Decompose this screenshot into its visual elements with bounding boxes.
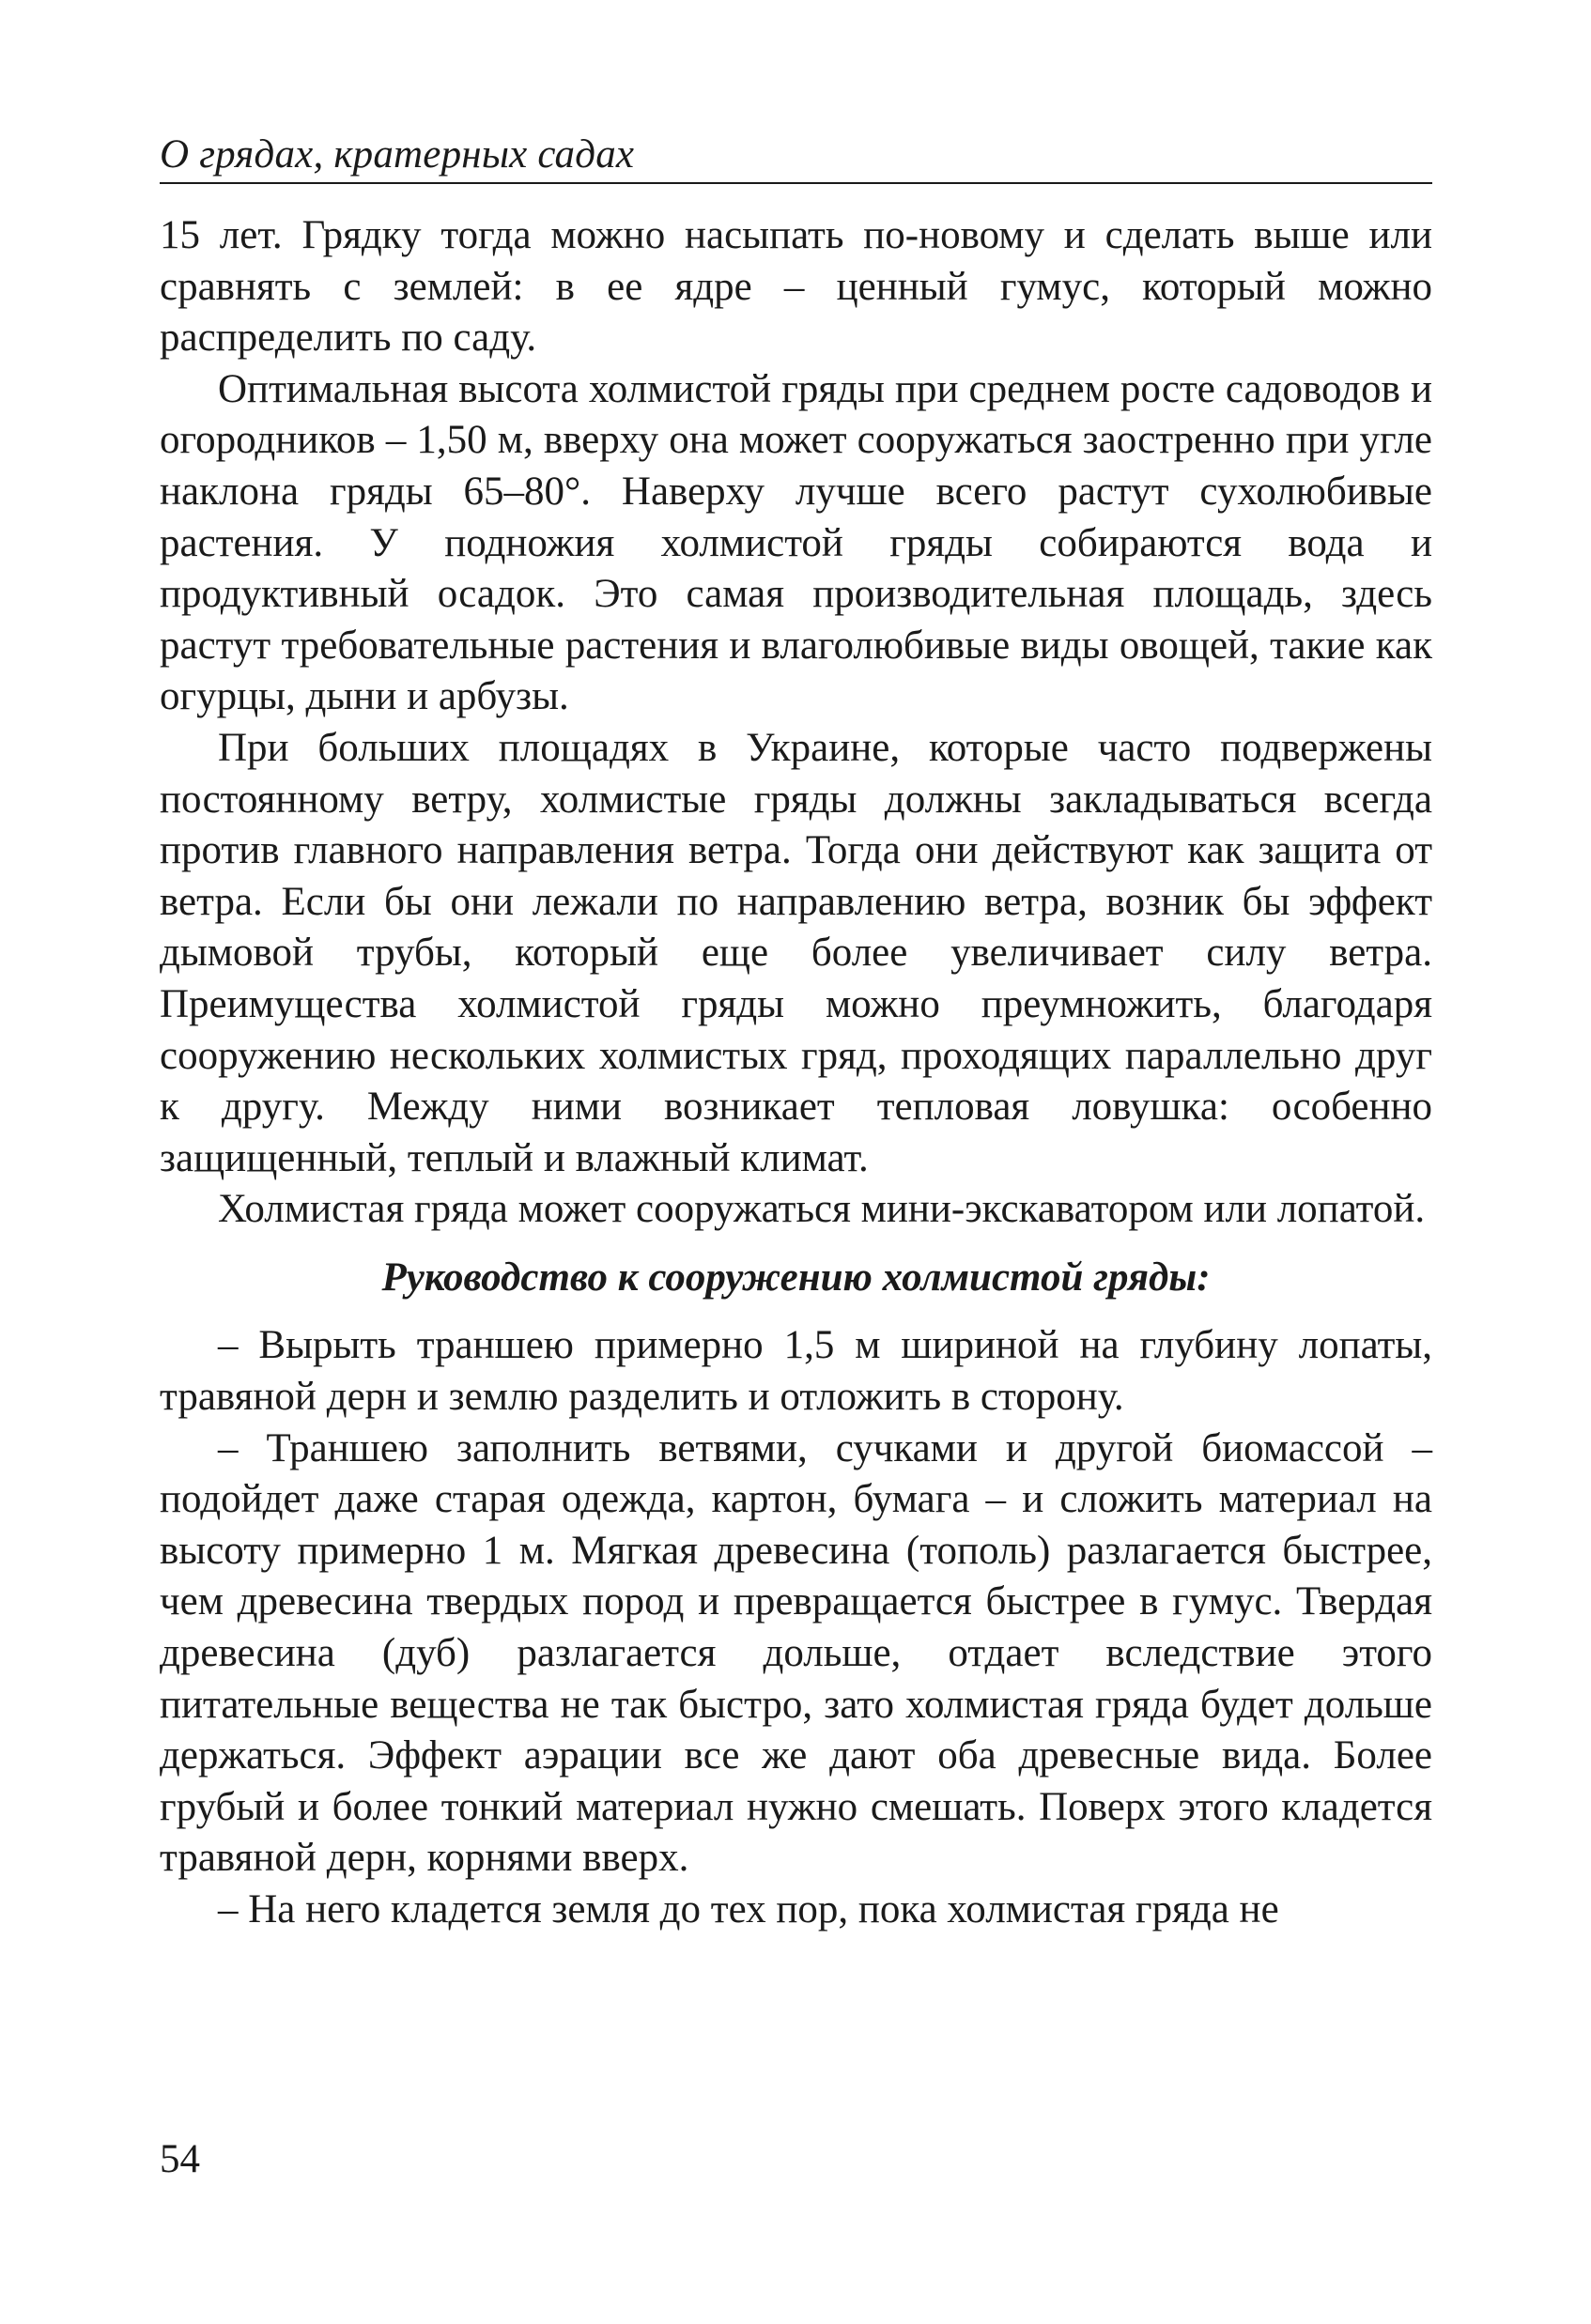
paragraph: Холмистая гряда может сооружаться мини-экскаватором или лопатой. [218, 1187, 1426, 1232]
paragraph-continuation: 15 лет. Грядку тогда можно насыпать по-новому и сделать выше или сравнять с землей: в ее ядре – ценный гумус, который можно распределить по саду. [160, 213, 1432, 361]
section-heading: Руководство к сооружению холмистой гряды: [381, 1254, 1211, 1300]
paragraph: При больших площадях в Украине, которые часто подвержены постоянному ветру, холмистые гряды должны закладываться всегда против главного направления ветра. Тогда они действуют как защита от ветра. Если бы они лежали по направлению ветра, возник бы эффект дымовой трубы, который еще более увеличивает силу ветра. Преимущества холмистой гряды можно преумножить, благодаря сооружению нескольких холмистых гряд, проходящих параллельно друг к другу. Между ними возникает тепловая ловушка: особенно защищенный, теплый и влажный климат. [160, 725, 1432, 1180]
instruction-item: – Траншею заполнить ветвями, сучками и другой биомассой – подойдет даже старая одежда, картон, бумага – и сложить материал на высоту примерно 1 м. Мягкая древесина (тополь) разлагается быстрее, чем древесина твердых пород и превращается быстрее в гумус. Твердая древесина (дуб) разлагается дольше, отдает вследствие этого питательные вещества не так быстро, зато холмистая гряда будет дольше держаться. Эффект аэрации все же дают оба древесные вида. Более грубый и более тонкий материал нужно смешать. Поверх этого кладется травяной дерн, корнями вверх. [160, 1425, 1432, 1881]
running-head-title: О грядах, кратерных садах [160, 132, 635, 177]
book-page [160, 122, 1432, 2263]
paragraph: Оптимальная высота холмистой гряды при среднем росте садоводов и огородников – 1,50 м, вверху она может сооружаться заостренно при угле наклона гряды 65–80°. Наверху лучше всего растут сухолюбивые растения. У подножия холмистой гряды собираются вода и продуктивный осадок. Это самая производительная площадь, здесь растут требовательные растения и влаголюбивые виды овощей, такие как огурцы, дыни и арбузы. [160, 366, 1432, 719]
instruction-item: – На него кладется земля до тех пор, пока холмистая гряда не [218, 1887, 1279, 1932]
header-divider [160, 182, 1432, 184]
body-text [160, 210, 1432, 1936]
page-number: 54 [160, 2137, 200, 2181]
instruction-item: – Вырыть траншею примерно 1,5 м шириной на глубину лопаты, травяной дерн и землю разделить и отложить в сторону. [160, 1323, 1432, 1420]
